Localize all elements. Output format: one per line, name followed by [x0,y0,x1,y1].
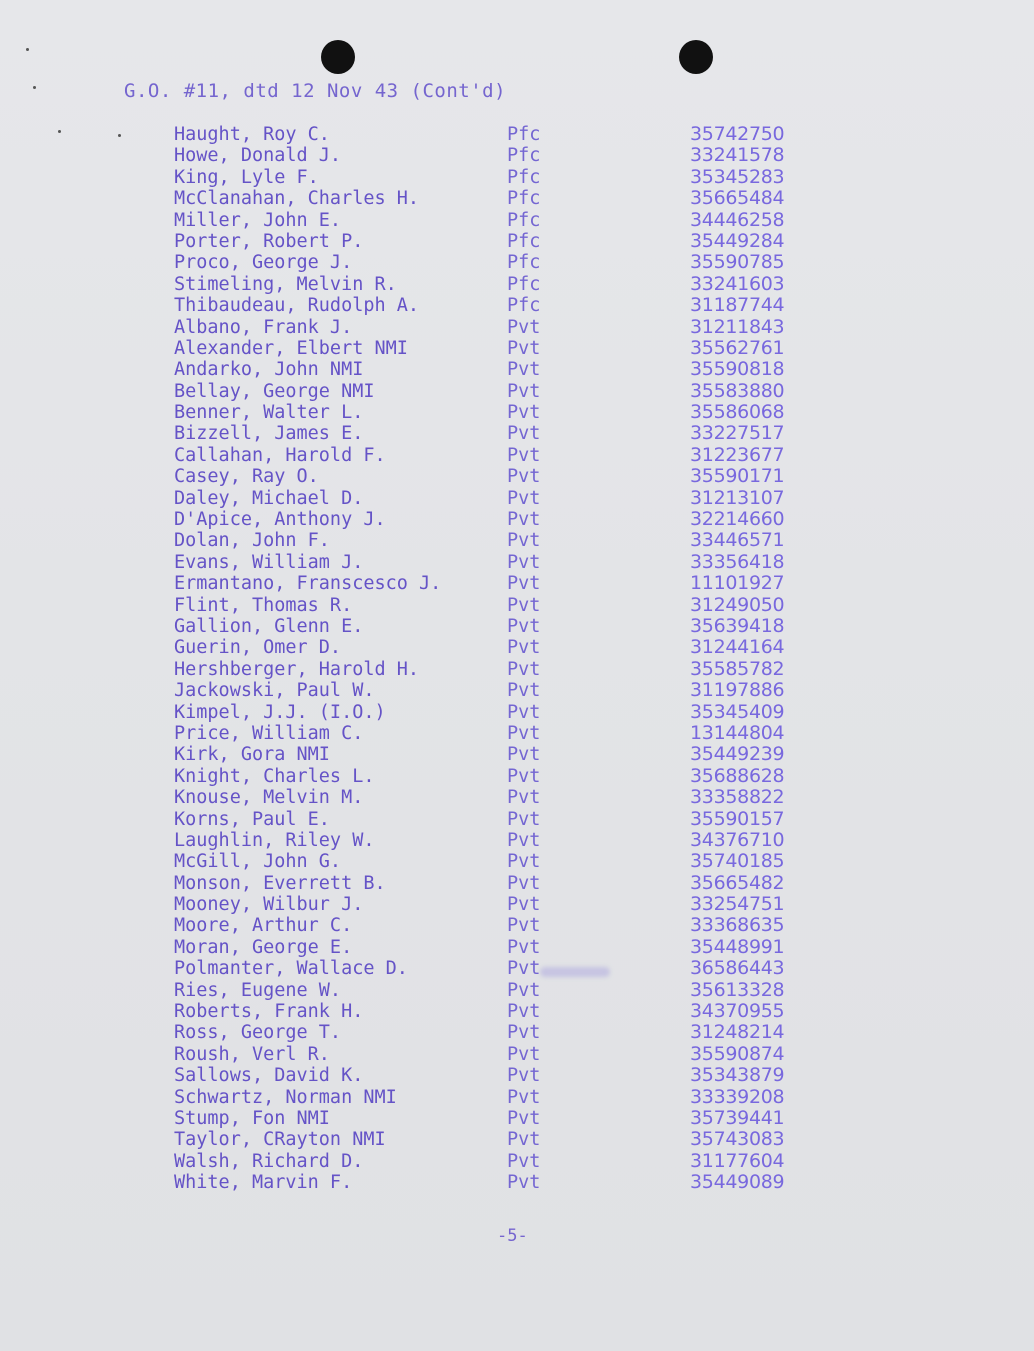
soldier-rank: Pvt [507,701,541,723]
roster-row [0,851,1034,872]
soldier-rank: Pvt [507,637,541,659]
serial-number: 34370955 [690,1000,785,1023]
soldier-name: Dolan, John F. [174,530,330,552]
soldier-name: Callahan, Harold F. [174,444,386,466]
roster-row [0,210,1034,231]
roster-row [0,637,1034,658]
roster-row [0,167,1034,188]
serial-number: 35665484 [690,187,785,210]
roster-row [0,809,1034,830]
roster-row [0,145,1034,166]
serial-number: 33356418 [690,550,785,573]
soldier-name: Ross, George T. [174,1022,342,1044]
serial-number: 33368635 [690,914,785,937]
general-order-header: G.O. #11, dtd 12 Nov 43 (Cont'd) [124,80,507,102]
soldier-name: Thibaudeau, Rudolph A. [174,295,420,317]
roster-row [0,830,1034,851]
soldier-name: Monson, Everrett B. [174,872,386,894]
soldier-name: Haught, Roy C. [174,124,330,145]
serial-number: 33358822 [690,786,785,809]
soldier-rank: Pvt [507,829,541,851]
serial-number: 33241603 [690,272,785,295]
soldier-name: Guerin, Omer D. [174,637,342,659]
soldier-name: King, Lyle F. [174,166,319,188]
roster-row [0,1172,1034,1193]
serial-number: 31249050 [690,593,785,616]
serial-number: 35345409 [690,700,785,723]
serial-number: 34376710 [690,828,785,851]
serial-number: 35343879 [690,1064,785,1087]
serial-number: 31177604 [690,1149,785,1172]
soldier-name: Knouse, Melvin M. [174,787,364,809]
roster-row [0,381,1034,402]
serial-number: 35585782 [690,657,785,680]
serial-number: 31213107 [690,486,785,509]
soldier-name: Stimeling, Melvin R. [174,273,397,295]
soldier-rank: Pvt [507,722,541,744]
soldier-name: Andarko, John NMI [174,359,364,381]
paper-speck [26,48,29,51]
soldier-rank: Pvt [507,402,541,424]
soldier-rank: Pfc [507,145,541,167]
soldier-rank: Pvt [507,551,541,573]
soldier-rank: Pvt [507,808,541,830]
soldier-name: Bellay, George NMI [174,380,375,402]
roster-row [0,445,1034,466]
soldier-name: Flint, Thomas R. [174,594,353,616]
roster-row [0,1022,1034,1043]
roster-row [0,359,1034,380]
soldier-rank: Pvt [507,316,541,338]
soldier-rank: Pvt [507,1150,541,1172]
roster-row [0,1151,1034,1172]
serial-number: 35345283 [690,165,785,188]
soldier-name: Price, William C. [174,722,364,744]
soldier-name: Daley, Michael D. [174,487,364,509]
soldier-name: Porter, Robert P. [174,230,364,252]
roster-row [0,231,1034,252]
soldier-rank: Pvt [507,765,541,787]
soldier-rank: Pvt [507,380,541,402]
soldier-name: Korns, Paul E. [174,808,330,830]
soldier-name: White, Marvin F. [174,1172,353,1194]
soldier-rank: Pvt [507,530,541,552]
roster-row [0,188,1034,209]
roster-row [0,530,1034,551]
soldier-rank: Pvt [507,915,541,937]
serial-number: 35586068 [690,401,785,424]
serial-number: 35590818 [690,358,785,381]
serial-number: 35590157 [690,807,785,830]
serial-number: 35739441 [690,1106,785,1129]
roster-row [0,766,1034,787]
soldier-name: Hershberger, Harold H. [174,658,420,680]
soldier-rank: Pvt [507,787,541,809]
roster-row [0,980,1034,1001]
roster-row [0,552,1034,573]
soldier-rank: Pfc [507,273,541,295]
roster-row [0,488,1034,509]
soldier-name: Miller, John E. [174,209,342,231]
soldier-name: Walsh, Richard D. [174,1150,364,1172]
roster-row [0,873,1034,894]
roster-row [0,1108,1034,1129]
roster-row [0,573,1034,594]
serial-number: 36586443 [690,957,785,980]
soldier-rank: Pvt [507,615,541,637]
soldier-name: Moore, Arthur C. [174,915,353,937]
serial-number: 32214660 [690,508,785,531]
serial-number: 33254751 [690,893,785,916]
roster-row [0,1065,1034,1086]
roster-row [0,402,1034,423]
roster-row [0,295,1034,316]
serial-number: 35449239 [690,743,785,766]
soldier-name: Roberts, Frank H. [174,1001,364,1023]
roster-row [0,1129,1034,1150]
soldier-name: Kirk, Gora NMI [174,744,330,766]
roster-row [0,274,1034,295]
roster-row [0,252,1034,273]
soldier-rank: Pvt [507,894,541,916]
roster-row [0,744,1034,765]
soldier-name: Evans, William J. [174,551,364,573]
roster-row [0,338,1034,359]
soldier-name: Schwartz, Norman NMI [174,1086,397,1108]
roster-row [0,509,1034,530]
roster-row [0,616,1034,637]
soldier-rank: Pvt [507,658,541,680]
soldier-rank: Pvt [507,487,541,509]
roster-row [0,680,1034,701]
soldier-name: Kimpel, J.J. (I.O.) [174,701,386,723]
serial-number: 11101927 [690,572,785,595]
soldier-name: Knight, Charles L. [174,765,375,787]
soldier-rank: Pfc [507,124,541,145]
soldier-rank: Pvt [507,936,541,958]
roster-row [0,659,1034,680]
soldier-name: Stump, Fon NMI [174,1107,330,1129]
roster-row [0,1001,1034,1022]
soldier-rank: Pfc [507,230,541,252]
serial-number: 35665482 [690,871,785,894]
soldier-name: Proco, George J. [174,252,353,274]
serial-number: 33446571 [690,529,785,552]
soldier-name: Benner, Walter L. [174,402,364,424]
soldier-rank: Pfc [507,166,541,188]
serial-number: 31197886 [690,679,785,702]
serial-number: 31211843 [690,315,785,338]
soldier-name: Ermantano, Franscesco J. [174,573,442,595]
soldier-name: McGill, John G. [174,851,342,873]
soldier-rank: Pvt [507,979,541,1001]
soldier-rank: Pvt [507,573,541,595]
serial-number: 33339208 [690,1085,785,1108]
serial-number: 35590785 [690,251,785,274]
page-number: -5- [497,1226,528,1246]
soldier-rank: Pvt [507,1086,541,1108]
soldier-rank: Pvt [507,594,541,616]
soldier-name: Taylor, CRayton NMI [174,1129,386,1151]
soldier-rank: Pvt [507,680,541,702]
soldier-name: Alexander, Elbert NMI [174,337,408,359]
soldier-rank: Pvt [507,958,541,980]
serial-number: 35562761 [690,336,785,359]
soldier-name: Howe, Donald J. [174,145,342,167]
soldier-name: Polmanter, Wallace D. [174,958,408,980]
ink-smudge [540,967,610,977]
serial-number: 35742750 [690,123,785,145]
serial-number: 33227517 [690,422,785,445]
soldier-rank: Pvt [507,1107,541,1129]
roster-row [0,1044,1034,1065]
soldier-rank: Pvt [507,509,541,531]
punch-hole-left [321,40,355,74]
roster-row [0,423,1034,444]
soldier-rank: Pvt [507,337,541,359]
serial-number: 31244164 [690,636,785,659]
serial-number: 35613328 [690,978,785,1001]
soldier-name: Sallows, David K. [174,1065,364,1087]
serial-number: 35590171 [690,465,785,488]
soldier-rank: Pfc [507,252,541,274]
soldier-name: Gallion, Glenn E. [174,615,364,637]
soldier-name: McClanahan, Charles H. [174,188,420,210]
roster-row [0,723,1034,744]
serial-number: 35743083 [690,1128,785,1151]
serial-number: 35639418 [690,614,785,637]
soldier-rank: Pvt [507,423,541,445]
serial-number: 35740185 [690,850,785,873]
punch-hole-right [679,40,713,74]
soldier-rank: Pvt [507,444,541,466]
serial-number: 35449089 [690,1171,785,1194]
soldier-name: Mooney, Wilbur J. [174,894,364,916]
soldier-rank: Pvt [507,851,541,873]
roster-row [0,894,1034,915]
paper-speck [33,86,36,89]
soldier-rank: Pvt [507,1172,541,1194]
roster-row [0,124,1034,145]
serial-number: 35448991 [690,935,785,958]
serial-number: 33241578 [690,144,785,167]
soldier-rank: Pvt [507,1065,541,1087]
serial-number: 13144804 [690,721,785,744]
roster-row [0,702,1034,723]
soldier-rank: Pvt [507,1043,541,1065]
soldier-rank: Pfc [507,188,541,210]
soldier-rank: Pfc [507,295,541,317]
soldier-name: Moran, George E. [174,936,353,958]
soldier-rank: Pvt [507,1022,541,1044]
roster-row [0,317,1034,338]
roster-row [0,937,1034,958]
soldier-name: D'Apice, Anthony J. [174,509,386,531]
soldier-name: Roush, Verl R. [174,1043,330,1065]
soldier-rank: Pvt [507,744,541,766]
soldier-name: Laughlin, Riley W. [174,829,375,851]
soldier-rank: Pvt [507,1001,541,1023]
soldier-rank: Pvt [507,466,541,488]
roster-row [0,958,1034,979]
soldier-rank: Pvt [507,359,541,381]
soldier-rank: Pvt [507,872,541,894]
serial-number: 34446258 [690,208,785,231]
serial-number: 35688628 [690,764,785,787]
roster-row [0,915,1034,936]
soldier-name: Bizzell, James E. [174,423,364,445]
roster-row [0,1087,1034,1108]
serial-number: 31248214 [690,1021,785,1044]
serial-number: 35590874 [690,1042,785,1065]
roster-row [0,787,1034,808]
soldier-name: Albano, Frank J. [174,316,353,338]
soldier-rank: Pvt [507,1129,541,1151]
serial-number: 31223677 [690,443,785,466]
serial-number: 35583880 [690,379,785,402]
soldier-name: Jackowski, Paul W. [174,680,375,702]
soldier-rank: Pfc [507,209,541,231]
roster-row [0,466,1034,487]
serial-number: 31187744 [690,294,785,317]
soldier-name: Ries, Eugene W. [174,979,342,1001]
soldier-name: Casey, Ray O. [174,466,319,488]
personnel-roster [0,124,1034,1194]
serial-number: 35449284 [690,229,785,252]
roster-row [0,595,1034,616]
